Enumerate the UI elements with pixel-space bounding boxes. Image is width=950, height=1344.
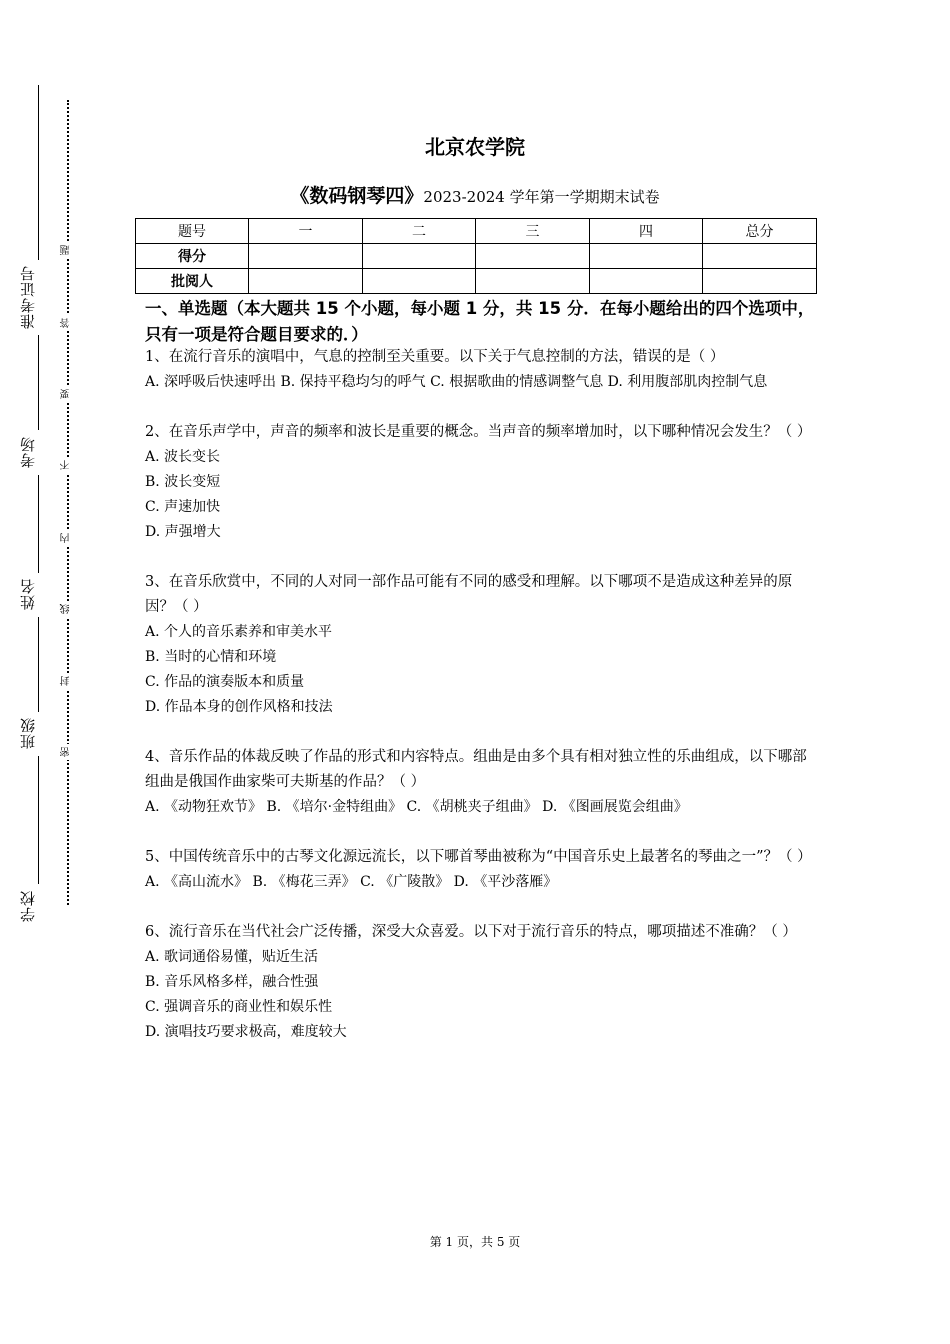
option-d: D. 声强增大 [145,524,221,540]
score-table-row [136,244,817,269]
score-cell [590,269,703,294]
score-cell [703,269,817,294]
score-cell [363,269,476,294]
question-stem: 4、音乐作品的体裁反映了作品的形式和内容特点。组曲是由多个具有相对独立性的乐曲组成，以下哪部组曲是俄国作曲家柴可夫斯基的作品？（ ） [145,749,807,790]
header-cell: 一 [249,219,363,244]
question-stem: 6、流行音乐在当代社会广泛传播，深受大众喜爱。以下对于流行音乐的特点，哪项描述不准确？（ ） [145,924,797,940]
score-table-row [136,269,817,294]
option-b: B. 波长变短 [145,474,221,490]
sidebar-line [38,335,39,430]
seal-char: 要 [59,386,77,402]
question-stem: 1、在流行音乐的演唱中，气息的控制至关重要。以下关于气息控制的方法，错误的是（ ） [145,349,725,365]
seal-char: 题 [59,242,77,258]
question-stem: 2、在音乐声学中，声音的频率和波长是重要的概念。当声音的频率增加时，以下哪种情况会发生？（ ） [145,424,812,440]
score-table [135,218,817,294]
seal-char: 不 [59,457,77,473]
sidebar-label-exam-room: 考场 [19,436,37,468]
header-cell: 题号 [136,219,249,244]
sidebar-label-school: 学校 [19,890,37,922]
question-4 [145,745,813,820]
seal-char: 内 [59,530,77,546]
seal-char: 线 [59,601,77,617]
exam-subtitle [0,181,950,208]
option-a: A. 波长变长 [145,449,221,465]
option-c: C. 作品的演奏版本和质量 [145,674,305,690]
question-list [145,345,813,1070]
question-stem: 5、中国传统音乐中的古琴文化源远流长，以下哪首琴曲被称为“中国音乐史上最著名的琴曲之一”？（ ） [145,849,812,865]
sidebar-label-class: 班级 [19,717,37,749]
question-3 [145,570,813,720]
option-a: A. 个人的音乐素养和审美水平 [145,624,333,640]
score-cell [249,269,363,294]
sidebar-label-name: 姓名 [19,578,37,610]
sidebar-line [38,85,39,260]
score-cell [590,244,703,269]
question-6 [145,920,813,1045]
sidebar-line [38,475,39,573]
question-2 [145,420,813,545]
score-table-header-row [136,219,817,244]
option-d: D. 演唱技巧要求极高，难度较大 [145,1024,347,1040]
row-label: 得分 [136,244,249,269]
question-stem: 3、在音乐欣赏中，不同的人对同一部作品可能有不同的感受和理解。以下哪项不是造成这种差异的原因？（ ） [145,574,793,615]
score-cell [703,244,817,269]
school-title: 北京农学院 [425,135,525,159]
question-options: A. 《高山流水》 B. 《梅花三弄》 C. 《广陵散》 D. 《平沙落雁》 [145,874,558,890]
term-text: 2023-2024 学年第一学期期末试卷 [423,188,660,206]
header-cell: 总分 [703,219,817,244]
option-a: A. 歌词通俗易懂，贴近生活 [145,949,319,965]
option-b: B. 音乐风格多样，融合性强 [145,974,319,990]
seal-char: 答 [59,315,77,331]
option-c: C. 声速加快 [145,499,221,515]
sidebar-line [38,617,39,712]
score-cell [476,269,590,294]
seal-char: 密 [59,744,77,760]
header-cell: 四 [590,219,703,244]
page-number: 第 1 页，共 5 页 [429,1235,521,1249]
option-d: D. 作品本身的创作风格和技法 [145,699,333,715]
header-cell: 三 [476,219,590,244]
seal-dotted-line [67,100,69,905]
score-cell [249,244,363,269]
score-cell [363,244,476,269]
seal-char: 封 [59,673,77,689]
question-5 [145,845,813,895]
score-cell [476,244,590,269]
option-b: B. 当时的心情和环境 [145,649,277,665]
row-label: 批阅人 [136,269,249,294]
header-cell: 二 [363,219,476,244]
option-c: C. 强调音乐的商业性和娱乐性 [145,999,333,1015]
question-options: A. 《动物狂欢节》 B. 《培尔·金特组曲》 C. 《胡桃夹子组曲》 D. 《图画展览会组曲》 [145,799,688,815]
question-1 [145,345,813,395]
sidebar-line [38,756,39,884]
sidebar-label-exam-id: 准考证号 [19,265,37,329]
question-options: A. 深呼吸后快速呼出 B. 保持平稳均匀的呼气 C. 根据歌曲的情感调整气息 D. 利用腹部肌肉控制气息 [145,374,768,390]
section-heading: 一、单选题（本大题共 15 个小题，每小题 1 分，共 15 分．在每小题给出的四个选项中，只有一项是符合题目要求的．） [145,299,815,344]
course-name: 《数码钢琴四》 [290,185,424,207]
